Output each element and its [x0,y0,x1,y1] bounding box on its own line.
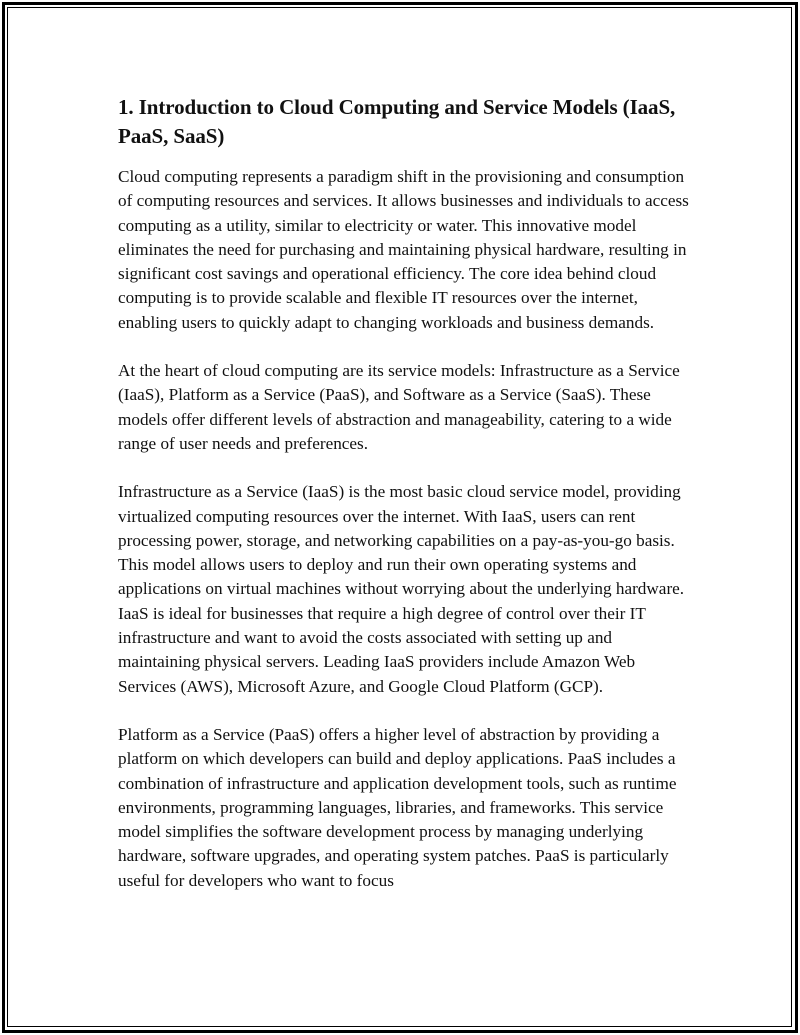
paragraph-paas: Platform as a Service (PaaS) offers a higher level of abstraction by providing a platform on which developers can build and deploy applications. PaaS includes a combination of infrastructure and application development tools, such as runtime environments, programming languages, libraries, and frameworks. This service model simplifies the software development process by managing underlying hardware, software upgrades, and operating system patches. PaaS is particularly useful for developers who want to focus [118,724,677,890]
paragraph-iaas: Infrastructure as a Service (IaaS) is the most basic cloud service model, providing virtualized computing resources over the internet. With IaaS, users can rent processing power, storage, and networking capabilities on a pay-as-you-go basis. This model allows users to deploy and run their own operating systems and applications on virtual machines without worrying about the underlying hardware. IaaS is ideal for businesses that require a high degree of control over their IT infrastructure and want to avoid the costs associated with setting up and maintaining physical servers. Leading IaaS providers include Amazon Web Services (AWS), Microsoft Azure, and Google Cloud Platform (GCP). [118,482,685,696]
document-body [118,93,690,917]
paragraph-intro: Cloud computing represents a paradigm shift in the provisioning and consumption of computing resources and services. It allows businesses and individuals to access computing as a utility, similar to electricity or water. This innovative model eliminates the need for purchasing and maintaining physical hardware, resulting in significant cost savings and operational efficiency. The core idea behind cloud computing is to provide scalable and flexible IT resources over the internet, enabling users to quickly adapt to changing workloads and business demands. [118,167,689,332]
paragraph-service-models: At the heart of cloud computing are its service models: Infrastructure as a Service (IaaS), Platform as a Service (PaaS), and Software as a Service (SaaS). These models offer different levels of abstraction and manageability, catering to a wide range of user needs and preferences. [118,361,680,453]
section-heading: 1. Introduction to Cloud Computing and Service Models (IaaS, PaaS, SaaS) [118,95,676,148]
